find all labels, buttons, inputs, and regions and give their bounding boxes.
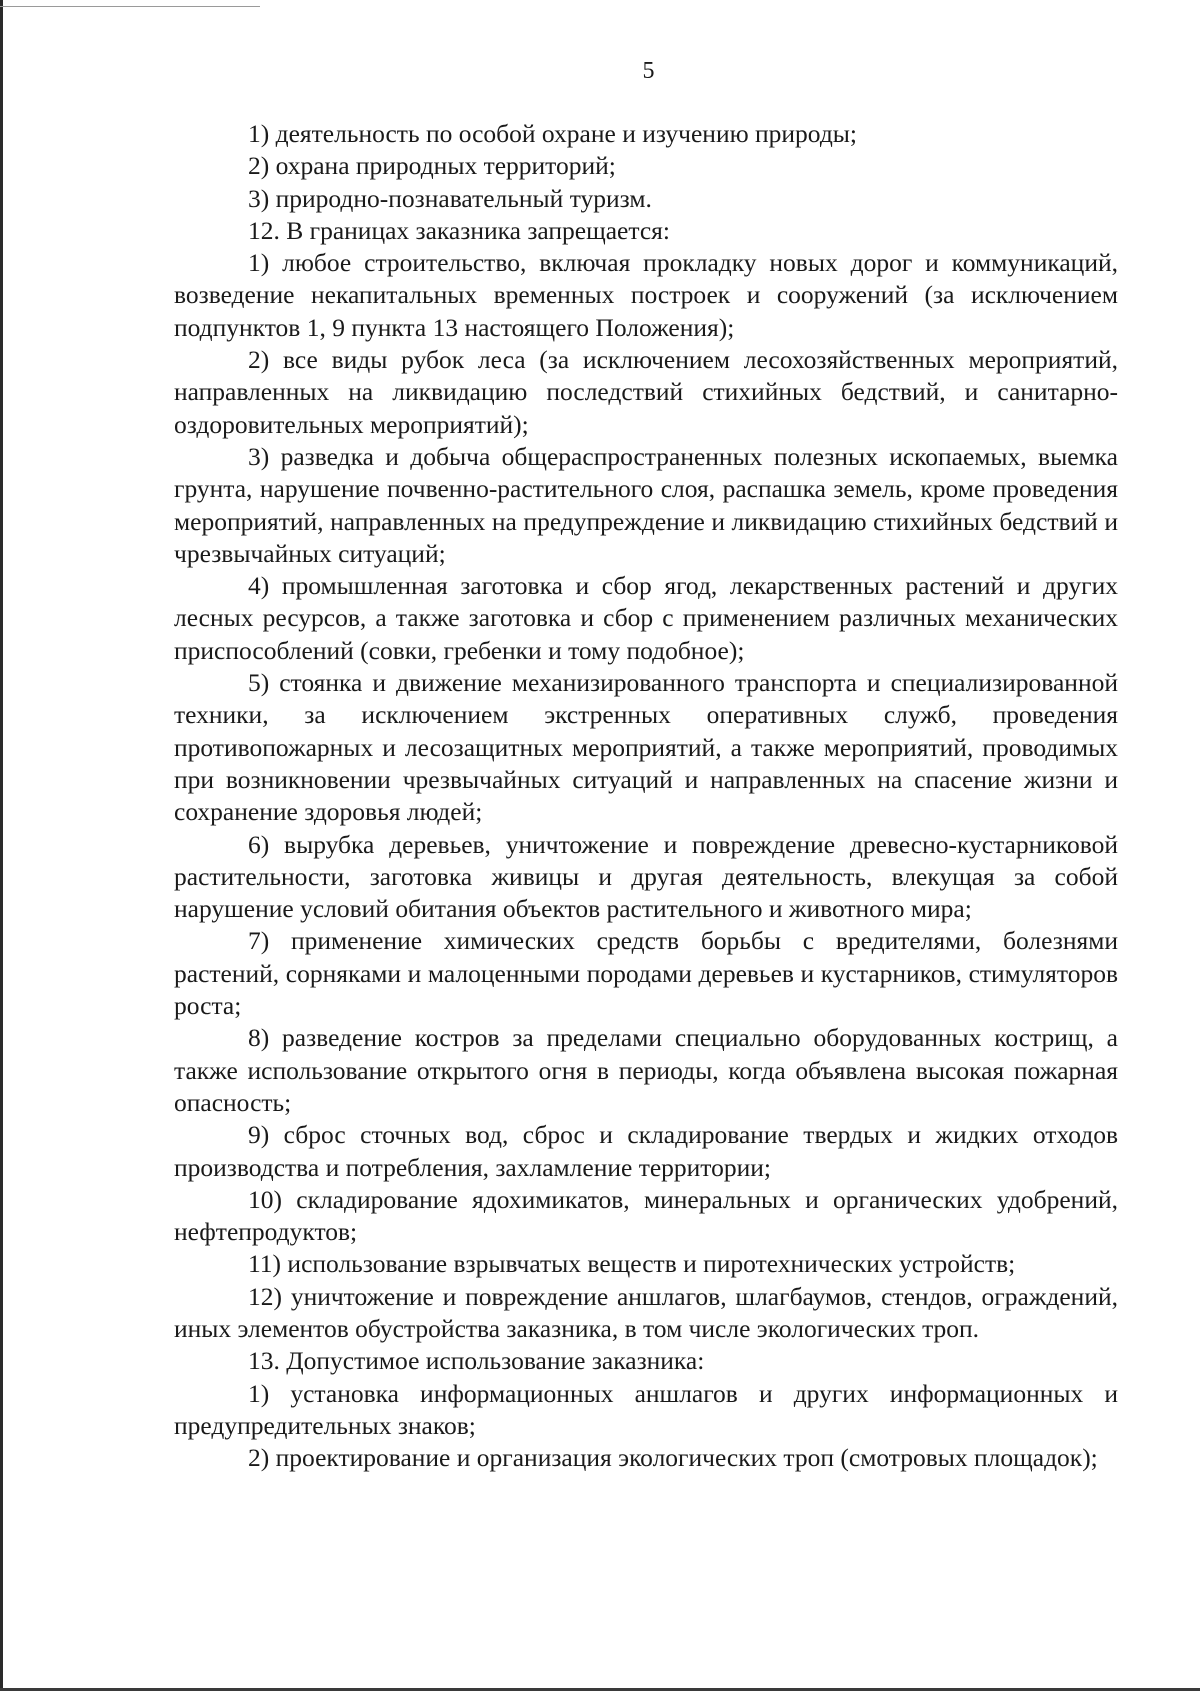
paragraph: 7) применение химических средств борьбы с вредителями, болезнями растений, сорняками и малоценными породами деревьев и кустарников, стимуляторов роста;: [174, 926, 1118, 1021]
section-heading: 13. Допустимое использование заказника:: [248, 1346, 705, 1376]
paragraph: 9) сброс сточных вод, сброс и складирование твердых и жидких отходов производства и потребления, захламление территории;: [174, 1120, 1118, 1182]
paragraph: 4) промышленная заготовка и сбор ягод, лекарственных растений и других лесных ресурсов, а также заготовка и сбор с применением различных механических приспособлений (совки, гребенки и тому подобное);: [174, 571, 1118, 665]
paragraph: 2) проектирование и организация экологических троп (смотровых площадок);: [248, 1443, 1098, 1473]
paragraph: 3) разведка и добыча общераспространенных полезных ископаемых, выемка грунта, нарушение почвенно-растительного слоя, распашка земель, кроме проведения мероприятий, направленных на предупреждение и ликвидацию стихийных бедствий и чрезвычайных ситуаций;: [174, 441, 1118, 568]
section-heading: 12. В границах заказника запрещается:: [248, 215, 670, 245]
paragraph: 12) уничтожение и повреждение аншлагов, шлагбаумов, стендов, ограждений, иных элементов обустройства заказника, в том числе экологических троп.: [174, 1281, 1118, 1343]
paragraph: 5) стоянка и движение механизированного транспорта и специализированной техники, за исключением экстренных оперативных служб, проведения противопожарных и лесозащитных мероприятий, а также мероприятий, проводимых при возникновении чрезвычайных ситуаций и направленных на спасение жизни и сохранение здоровья людей;: [174, 668, 1118, 827]
paragraph: 11) использование взрывчатых веществ и пиротехнических устройств;: [248, 1249, 1016, 1279]
paragraph: 10) складирование ядохимикатов, минеральных и органических удобрений, нефтепродуктов;: [174, 1184, 1118, 1247]
paragraph: 2) охрана природных территорий;: [248, 151, 616, 181]
paragraph: 1) деятельность по особой охране и изучению природы;: [248, 119, 858, 148]
paragraph: 8) разведение костров за пределами специально оборудованных кострищ, а также использование открытого огня в периоды, когда объявлена высокая пожарная опасность;: [174, 1023, 1118, 1117]
scan-border-left: [0, 0, 3, 1691]
paragraph: 3) природно-познавательный туризм.: [248, 183, 652, 213]
document-body: [174, 118, 1118, 1474]
page-number: 5: [642, 58, 655, 84]
paragraph: 1) установка информационных аншлагов и других информационных и предупредительных знаков;: [174, 1378, 1118, 1440]
scan-top-mark: [0, 6, 260, 7]
paragraph: 2) все виды рубок леса (за исключением лесохозяйственных мероприятий, направленных на ликвидацию последствий стихийных бедствий, и санитарно-оздоровительных мероприятий);: [174, 345, 1118, 439]
paragraph: 1) любое строительство, включая прокладку новых дорог и коммуникаций, возведение некапитальных временных построек и сооружений (за исключением подпунктов 1, 9 пункта 13 настоящего Положения);: [174, 248, 1118, 342]
paragraph: 6) вырубка деревьев, уничтожение и повреждение древесно-кустарниковой растительности, заготовка живицы и другая деятельность, влекущая за собой нарушение условий обитания объектов растительного и животного мира;: [174, 829, 1118, 924]
